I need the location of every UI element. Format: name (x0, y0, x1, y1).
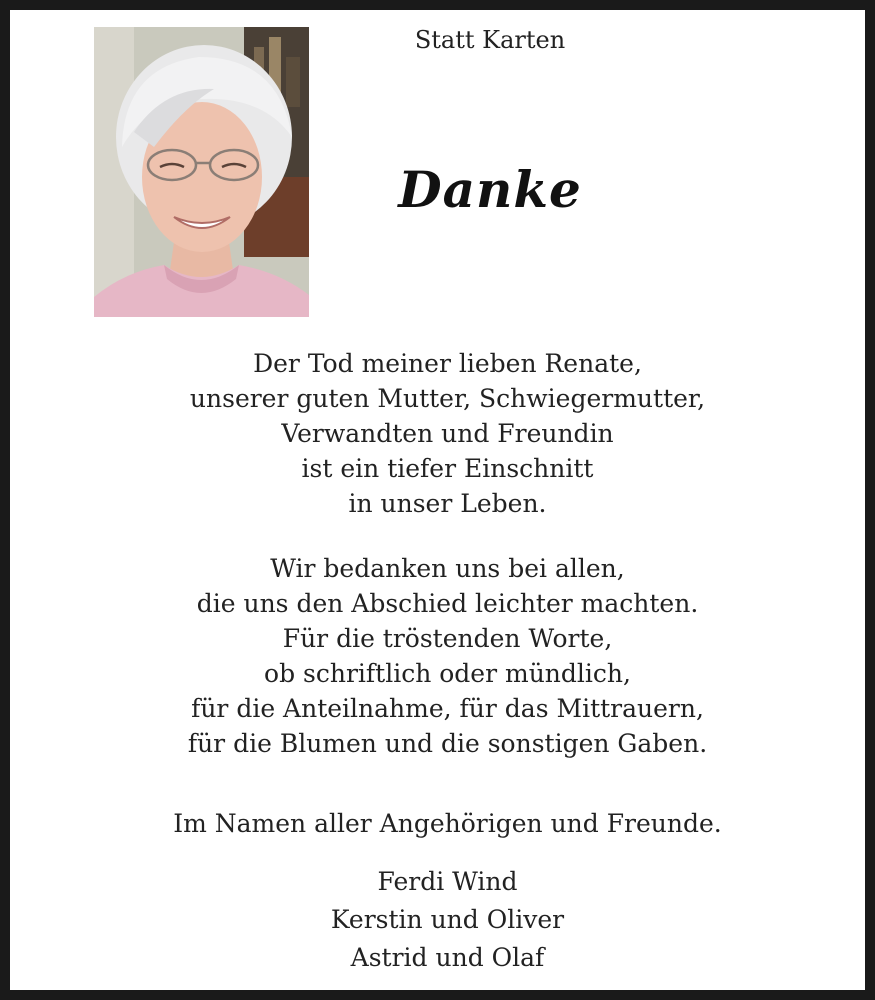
text-line: Für die tröstenden Worte, (282, 624, 613, 653)
text-line: ob schriftlich oder mündlich, (264, 659, 631, 688)
text-line: für die Anteilnahme, für das Mittrauern, (191, 694, 704, 723)
signature-name: Kerstin und Oliver (330, 905, 565, 934)
paragraph-announcement (20, 346, 875, 521)
portrait-photo (94, 27, 309, 317)
text-line: Der Tod meiner lieben Renate, (253, 349, 642, 378)
statt-karten-heading: Statt Karten (414, 26, 566, 54)
danke-title: Danke (398, 160, 582, 219)
text-line: die uns den Abschied leichter machten. (196, 589, 699, 618)
paragraph-on-behalf (20, 806, 875, 841)
text-line: ist ein tiefer Einschnitt (301, 454, 594, 483)
signature-name: Ferdi Wind (377, 867, 518, 896)
text-line: für die Blumen und die sonstigen Gaben. (187, 729, 708, 758)
text-line: Verwandten und Freundin (281, 419, 614, 448)
signature-name: Astrid und Olaf (350, 943, 545, 972)
text-line: unserer guten Mutter, Schwiegermutter, (189, 384, 706, 413)
text-line: Wir bedanken uns bei allen, (270, 554, 625, 583)
signature-block (20, 863, 875, 977)
paragraph-thanks (20, 551, 875, 761)
text-line: Im Namen aller Angehörigen und Freunde. (173, 809, 722, 838)
text-line: in unser Leben. (348, 489, 547, 518)
